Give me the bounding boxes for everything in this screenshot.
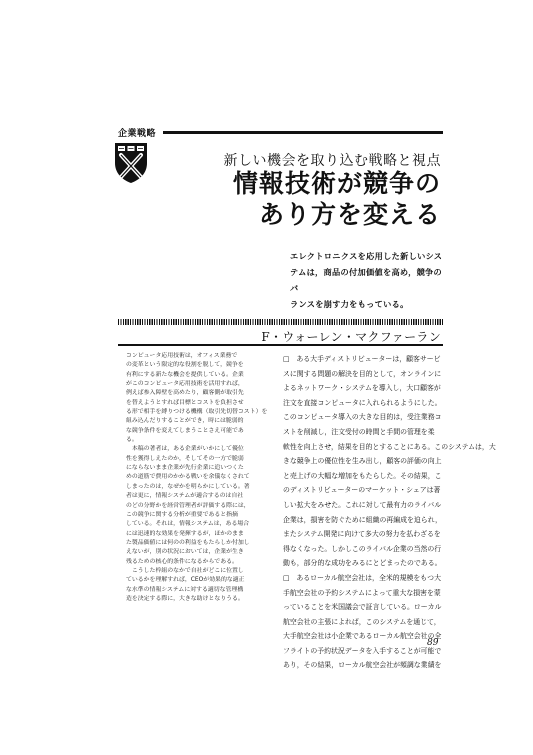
body-line: 軟性を向上させ，結果を目的とすることにある。このシステムは，大 xyxy=(283,442,496,451)
body-line: このコンピュータ導入の大きな目的は，受注業務コ xyxy=(283,413,442,422)
summary-line: している。それは，情報システムは，ある場合 xyxy=(126,521,250,528)
lead-paragraph xyxy=(290,248,448,312)
summary-line: 例えば参入障壁を高めたり，顧客側が取引先 xyxy=(126,390,244,397)
body-line: ストを削減し，注文受付の時間と手間の管理を柔 xyxy=(283,427,435,436)
body-line: と売上げの大幅な増加をもたらした。その結果，こ xyxy=(283,471,442,480)
summary-line: 造を決定する際に，大きな助けとなりうる。 xyxy=(126,595,244,602)
summary-line: がこのコンピュータ応用技術を活用すれば， xyxy=(126,381,244,388)
body-line: っていることを米国議会で証言している。ローカル xyxy=(283,603,442,612)
summary-line: 組み込んだりすることができ，時には脆弱的 xyxy=(126,418,244,425)
body-line: 得なくなった。しかしこのライバル企業の当然の行 xyxy=(283,544,442,553)
summary-line: る形で相手を縛りつける機構（取引先切替コスト）を xyxy=(126,409,268,416)
body-line: あり，その結果，ローカル航空会社が頻調な業績を xyxy=(283,661,442,670)
lead-line: ランスを崩す力をもっている。 xyxy=(290,299,409,309)
summary-line: コンピュータ応用技術は，オフィス業務で xyxy=(126,353,238,359)
body-line: 手航空会社の予約システムによって重大な損害を蒙 xyxy=(283,588,441,597)
body-column xyxy=(283,352,496,673)
body-line: 大手航空会社は小企業であるローカル航空会社の全 xyxy=(283,632,442,641)
summary-line: の変革という限定的な役割を脱して，競争を xyxy=(126,362,244,369)
summary-line: 者は更に，情報システムが適合するのは自社 xyxy=(126,493,244,500)
body-line: 企業は，損害を防ぐために組織の再編成を迫られ， xyxy=(283,515,442,524)
lead-line: エレクトロニクスを応用した新しいシス xyxy=(290,251,443,261)
body-line: 動も，部分的な成功をみるにとどまったのである。 xyxy=(283,559,442,568)
author-rule xyxy=(118,344,443,346)
summary-line: な競争条件を変えてしまうことさえ可能であ xyxy=(126,427,244,434)
body-line: □ あるローカル航空会社は，全米的規模をもつ大 xyxy=(283,573,441,582)
summary-line: 残るための核心的条件になるからである。 xyxy=(126,558,238,565)
summary-line: には迅速的な効果を発揮するが，ほかのまま xyxy=(126,530,244,537)
article-title xyxy=(233,168,441,230)
page-number: 89 xyxy=(427,638,439,648)
body-line: よるネットワーク・システムを導入し，大口顧客が xyxy=(283,384,441,393)
body-line: しい拡大をみせた。これに対して最有力のライバル xyxy=(283,500,442,509)
summary-line: を替えようとすれば目標とコストを負担させ xyxy=(126,399,244,406)
article-title-line: 情報技術が競争の xyxy=(232,169,441,198)
hatched-divider xyxy=(118,319,443,325)
summary-line: この競争に関する分析が重要であると指摘 xyxy=(126,511,238,518)
body-line: 航空会社の主張によれば，このシステムを通じて， xyxy=(283,617,441,626)
summary-line: た製品価値には何のの利益をもたらしか付加し xyxy=(126,539,250,546)
body-line: またシステム開発に向けて多大の努力を払わざるを xyxy=(283,530,441,539)
summary-line: えないが，別の状況においては，企業が生き xyxy=(126,549,244,556)
summary-line: こうした枠組のなかで自社がどこに位置し xyxy=(126,567,244,574)
article-title-line: あり方を変える xyxy=(258,200,441,229)
summary-line: にならないまま企業が先行企業に追いつくた xyxy=(126,465,244,472)
body-line: 注文を直接コンピュータに入れられるようにした。 xyxy=(283,398,442,407)
body-line: スに関する問題の解決を目的として，オンラインに xyxy=(283,369,442,378)
article-subtitle: 新しい機会を取り込む戦略と視点 xyxy=(223,153,441,169)
top-rule xyxy=(163,131,443,134)
section-label: 企業戦略 xyxy=(118,129,157,139)
summary-line: 性を獲得しえたのか，そしてその一方で脆弱 xyxy=(126,455,244,462)
body-line: □ ある大手ディストリビューターは，顧客サービ xyxy=(283,355,441,363)
summary-line: のどの分野かを経営管理者が評価する際には， xyxy=(126,502,250,509)
summary-line: ているかを理解すれば，CEOが効果的な適正 xyxy=(126,577,245,584)
summary-line: る。 xyxy=(126,437,138,444)
author-name: F・ウォーレン・マクファーラン xyxy=(261,330,441,344)
body-line: フライトの予約状況データを入手することが可能で xyxy=(283,646,442,655)
lead-line: テムは，商品の付加価値を高め，競争のバ xyxy=(290,267,443,293)
summary-line: しまったのは，なぜかを明らかにしている。著 xyxy=(126,483,250,490)
harvard-shield-logo xyxy=(113,141,149,185)
summary-line: 有利にする新たな機会を提供している。企業 xyxy=(126,371,244,378)
summary-line: 本稿の著者は，ある企業がいかにして優位 xyxy=(126,446,244,453)
summary-column xyxy=(126,352,266,604)
body-line: きな競争上の優位性を生み出し，顧客の評価の向上 xyxy=(283,457,442,466)
summary-line: めの道筋で費用のかかる戦いを余儀なくされて xyxy=(126,474,250,481)
summary-line: な水準の情報システムに対する適切な管理構 xyxy=(126,586,244,593)
body-line: のディストリビューターのマーケット・シェアは著 xyxy=(283,486,441,495)
